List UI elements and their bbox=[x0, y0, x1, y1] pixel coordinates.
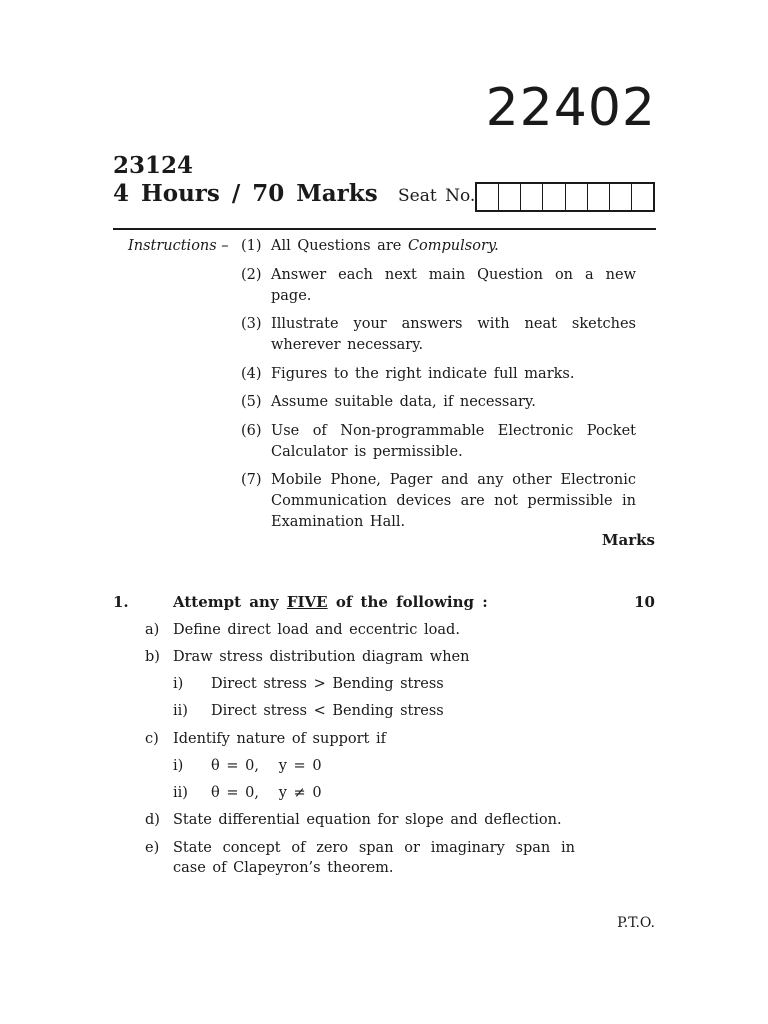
subpart-text: Direct stress < Bending stress bbox=[211, 703, 444, 719]
subpart-text: θ = 0, y ≠ 0 bbox=[211, 785, 322, 801]
instruction-text-italic: Compulsory. bbox=[407, 238, 499, 254]
subpart-label: ii) bbox=[173, 785, 188, 801]
question-number: 1. bbox=[113, 593, 129, 611]
instruction-item bbox=[241, 364, 636, 385]
page-turn-over: P.T.O. bbox=[617, 915, 655, 931]
instruction-number: (2) bbox=[241, 266, 262, 283]
marks-heading: Marks bbox=[601, 531, 655, 549]
subquestion-text: Define direct load and eccentric load. bbox=[173, 622, 460, 638]
instruction-text-plain: All Questions are bbox=[271, 238, 408, 254]
seat-digit-box[interactable] bbox=[521, 184, 543, 210]
seat-digit-box[interactable] bbox=[566, 184, 588, 210]
subquestion-text: Identify nature of support if bbox=[173, 731, 386, 747]
subquestion-text: State concept of zero span or imaginary span in case of Clapeyron’s theorem. bbox=[173, 840, 575, 876]
instruction-text: Mobile Phone, Pager and any other Electronic Communication devices are not permissible in Examination Hall. bbox=[271, 472, 636, 530]
instruction-text: Use of Non-programmable Electronic Pocket Calculator is permissible. bbox=[271, 422, 636, 460]
seat-digit-box[interactable] bbox=[588, 184, 610, 210]
instructions-list bbox=[241, 236, 636, 541]
question-title-end: of the following : bbox=[327, 593, 488, 611]
instruction-number: (4) bbox=[241, 365, 262, 382]
subquestion-text: State differential equation for slope and deflection. bbox=[173, 812, 562, 828]
instruction-number: (6) bbox=[241, 422, 262, 439]
seat-number-boxes[interactable] bbox=[475, 182, 655, 212]
subquestion-label: a) bbox=[145, 622, 160, 638]
subquestion-label: b) bbox=[145, 649, 160, 665]
instruction-item bbox=[241, 314, 636, 356]
paper-code: 22402 bbox=[485, 78, 656, 138]
instruction-item bbox=[241, 265, 636, 307]
question-title-underlined: FIVE bbox=[286, 593, 328, 611]
instructions-label: Instructions – bbox=[128, 238, 229, 254]
subquestion-label: c) bbox=[145, 731, 159, 747]
question-marks: 10 bbox=[634, 593, 655, 611]
instruction-text: Illustrate your answers with neat sketches wherever necessary. bbox=[271, 316, 636, 353]
seat-digit-box[interactable] bbox=[610, 184, 632, 210]
instruction-item bbox=[241, 392, 636, 413]
instruction-text: Figures to the right indicate full marks. bbox=[271, 365, 575, 382]
instruction-item bbox=[241, 421, 636, 463]
subpart-text: θ = 0, y = 0 bbox=[211, 758, 322, 774]
subpart-label: ii) bbox=[173, 703, 188, 719]
subquestion-label: e) bbox=[145, 840, 160, 856]
instruction-text: Assume suitable data, if necessary. bbox=[271, 394, 536, 410]
instruction-number: (3) bbox=[241, 316, 262, 332]
sub-code: 23124 bbox=[113, 152, 194, 179]
seat-number-label: Seat No. bbox=[398, 186, 476, 206]
question-title-start: Attempt any bbox=[173, 593, 287, 611]
seat-digit-box[interactable] bbox=[477, 184, 499, 210]
subquestion-text: Draw stress distribution diagram when bbox=[173, 649, 470, 665]
question-title bbox=[173, 592, 488, 612]
header-divider bbox=[113, 228, 656, 230]
seat-digit-box[interactable] bbox=[499, 184, 521, 210]
instruction-text bbox=[271, 236, 636, 257]
instruction-text: Answer each next main Question on a new page. bbox=[271, 266, 636, 304]
seat-digit-box[interactable] bbox=[543, 184, 565, 210]
instruction-number: (5) bbox=[241, 394, 262, 410]
subquestion-label: d) bbox=[145, 812, 160, 828]
subpart-label: i) bbox=[173, 758, 184, 774]
instruction-item bbox=[241, 236, 636, 257]
seat-digit-box[interactable] bbox=[632, 184, 653, 210]
instruction-number: (1) bbox=[241, 238, 262, 254]
subpart-text: Direct stress > Bending stress bbox=[211, 676, 444, 692]
subpart-label: i) bbox=[173, 676, 184, 692]
instruction-item bbox=[241, 470, 636, 533]
duration-marks: 4 Hours / 70 Marks bbox=[113, 180, 378, 207]
instruction-number: (7) bbox=[241, 472, 262, 488]
